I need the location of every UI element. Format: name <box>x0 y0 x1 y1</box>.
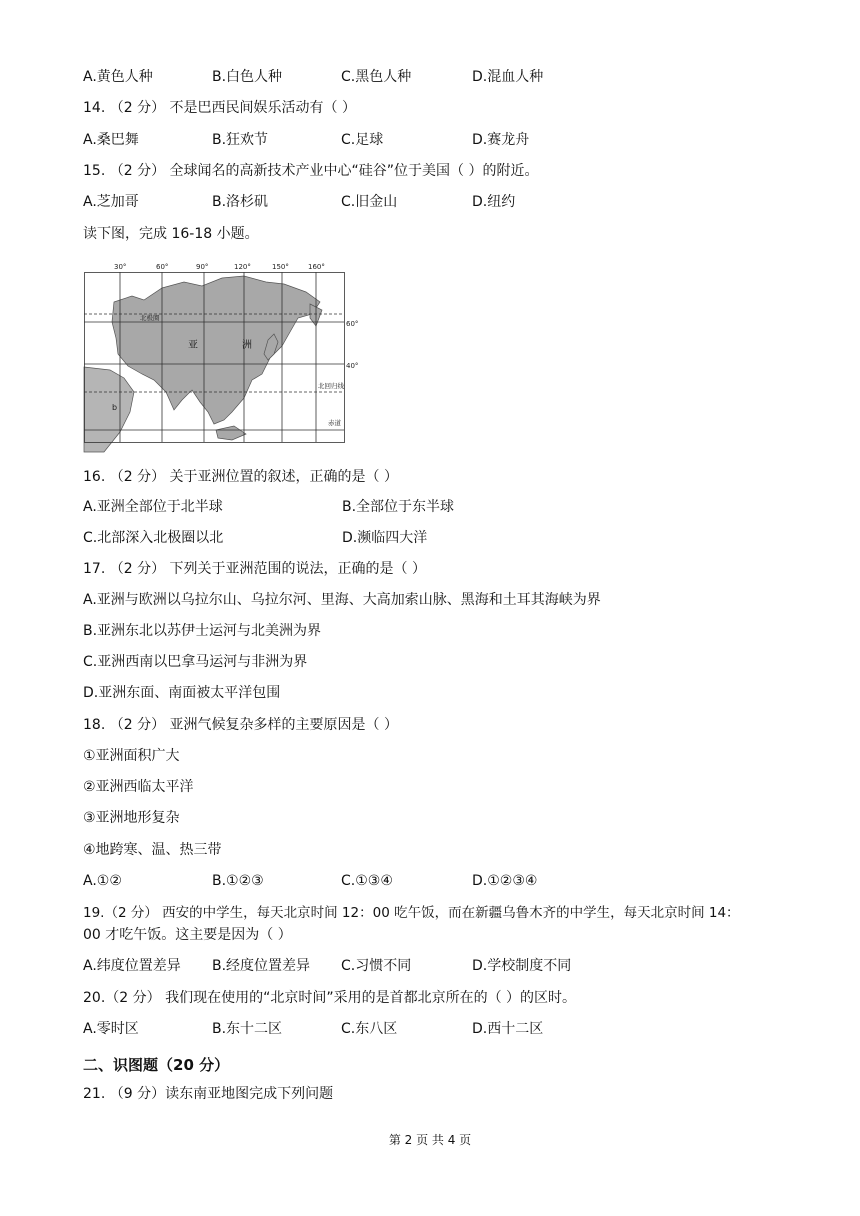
lon-label-60: 60° <box>156 263 169 271</box>
arctic-circle-label: 北极圈 <box>140 314 160 322</box>
q18-stem: 18. （2 分） 亚洲气候复杂多样的主要原因是（ ） <box>83 717 398 733</box>
q17-stem: 17. （2 分） 下列关于亚洲范围的说法，正确的是（ ） <box>83 561 426 577</box>
read-instruction: 读下图，完成 16-18 小题。 <box>83 226 259 242</box>
africa-land <box>84 367 134 452</box>
q16-option-a: A.亚洲全部位于北半球 <box>83 499 223 515</box>
q15-option-a: A.芝加哥 <box>83 194 139 210</box>
q20-option-d: D.西十二区 <box>472 1021 544 1037</box>
q19-stem-line1: 19.（2 分） 西安的中学生，每天北京时间 12：00 吃午饭，而在新疆乌鲁木齐的中学生，每天北京时间 14： <box>83 905 740 921</box>
q18-option-d: D.①②③④ <box>472 873 538 889</box>
q20-option-a: A.零时区 <box>83 1021 139 1037</box>
lon-label-150: 150° <box>272 263 289 271</box>
q16-option-b: B.全部位于东半球 <box>342 499 455 515</box>
q18-item-3: ③亚洲地形复杂 <box>83 810 180 826</box>
q15-option-c: C.旧金山 <box>341 194 398 210</box>
q18-item-2: ②亚洲西临太平洋 <box>83 779 194 795</box>
q20-option-b: B.东十二区 <box>212 1021 283 1037</box>
lon-label-120: 120° <box>234 263 251 271</box>
q19-stem-line2: 00 才吃午饭。这主要是因为（ ） <box>83 927 292 943</box>
q17-option-d: D.亚洲东面、南面被太平洋包围 <box>83 685 281 701</box>
q14-option-c: C.足球 <box>341 132 384 148</box>
q14-option-a: A.桑巴舞 <box>83 132 139 148</box>
q19-option-c: C.习惯不同 <box>341 958 412 974</box>
asia-char-zhou: 洲 <box>242 340 252 351</box>
asia-map-svg <box>84 262 359 452</box>
q16-stem: 16. （2 分） 关于亚洲位置的叙述，正确的是（ ） <box>83 469 398 485</box>
q19-option-b: B.经度位置差异 <box>212 958 311 974</box>
q13-option-c: C.黑色人种 <box>341 69 412 85</box>
tropic-label: 北回归线 <box>318 382 344 390</box>
q14-option-d: D.赛龙舟 <box>472 132 530 148</box>
q20-option-c: C.东八区 <box>341 1021 398 1037</box>
equator-label: 赤道 <box>328 419 341 427</box>
section2-title: 二、识图题（20 分） <box>83 1056 230 1074</box>
asia-char-ya: 亚 <box>188 340 198 351</box>
q15-stem: 15. （2 分） 全球闻名的高新技术产业中心“硅谷”位于美国（ ）的附近。 <box>83 163 539 179</box>
q17-option-c: C.亚洲西南以巴拿马运河与非洲为界 <box>83 654 308 670</box>
q14-stem: 14. （2 分） 不是巴西民间娱乐活动有（ ） <box>83 100 356 116</box>
southeast-islands <box>216 426 246 440</box>
page-footer: 第 2 页 共 4 页 <box>388 1133 472 1147</box>
q18-item-1: ①亚洲面积广大 <box>83 748 180 764</box>
q17-option-b: B.亚洲东北以苏伊士运河与北美洲为界 <box>83 623 322 639</box>
q13-option-b: B.白色人种 <box>212 69 283 85</box>
q18-option-b: B.①②③ <box>212 873 264 889</box>
lat-label-60: 60° <box>346 320 359 328</box>
q19-option-a: A.纬度位置差异 <box>83 958 181 974</box>
q14-option-b: B.狂欢节 <box>212 132 269 148</box>
q20-stem: 20.（2 分） 我们现在使用的“北京时间”采用的是首都北京所在的（ ）的区时。 <box>83 990 577 1006</box>
letter-b: b <box>112 403 118 412</box>
q16-option-d: D.濒临四大洋 <box>342 530 428 546</box>
q15-option-b: B.洛杉矶 <box>212 194 269 210</box>
lon-label-160: 160° <box>308 263 325 271</box>
q13-option-a: A.黄色人种 <box>83 69 153 85</box>
q18-option-c: C.①③④ <box>341 873 393 889</box>
lon-label-90: 90° <box>196 263 209 271</box>
q15-option-d: D.纽约 <box>472 194 516 210</box>
q17-option-a: A.亚洲与欧洲以乌拉尔山、乌拉尔河、里海、大高加索山脉、黑海和土耳其海峡为界 <box>83 592 601 608</box>
lon-label-30: 30° <box>114 263 127 271</box>
q21-stem: 21. （9 分）读东南亚地图完成下列问题 <box>83 1086 334 1102</box>
q18-item-4: ④地跨寒、温、热三带 <box>83 842 222 858</box>
lat-label-40: 40° <box>346 362 359 370</box>
q13-option-d: D.混血人种 <box>472 69 544 85</box>
q19-option-d: D.学校制度不同 <box>472 958 572 974</box>
asia-map-figure <box>84 262 359 452</box>
q18-option-a: A.①② <box>83 873 122 889</box>
q16-option-c: C.北部深入北极圈以北 <box>83 530 224 546</box>
asia-landmass <box>112 276 320 424</box>
